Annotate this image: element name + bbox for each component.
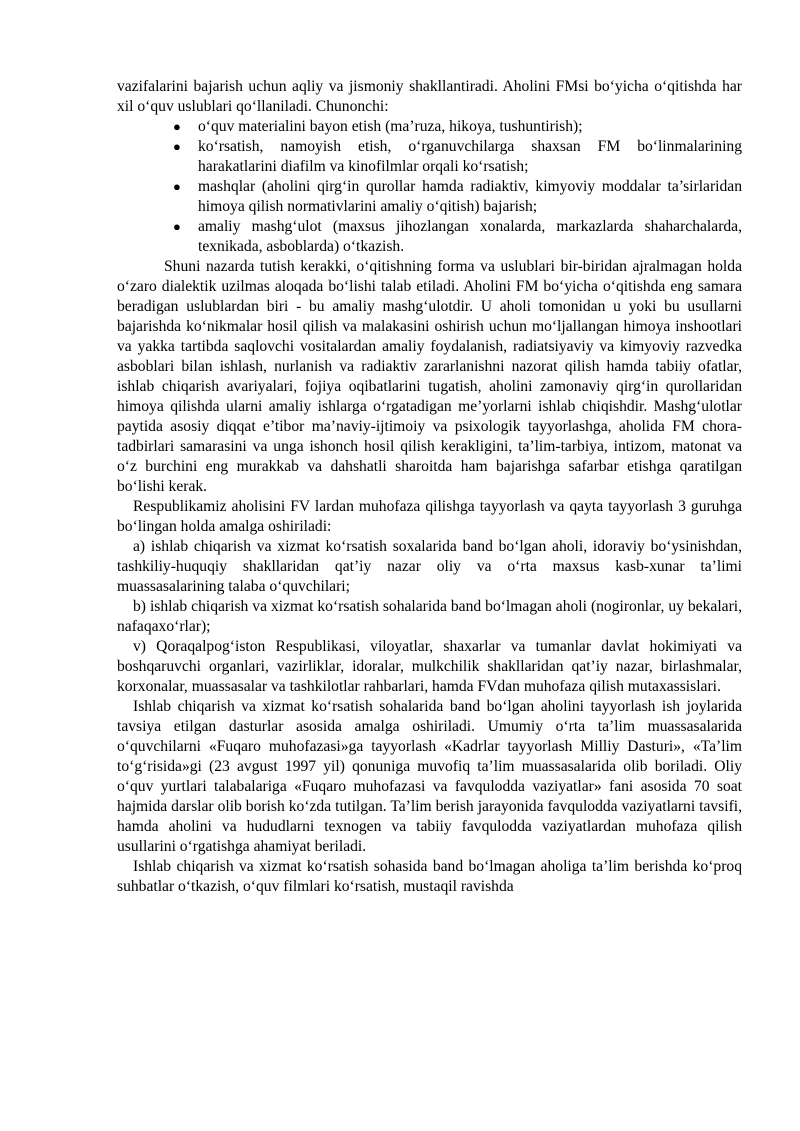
bullet-icon: ● — [173, 179, 181, 194]
group-b-paragraph: b) ishlab chiqarish va xizmat ko‘rsatish sohalarida band bo‘lmagan aholi (nogironlar, uy bekalari, nafaqaxo‘rlar); — [117, 598, 742, 635]
bullet-icon: ● — [173, 119, 181, 134]
intro-paragraph: vazifalarini bajarish uchun aqliy va jismoniy shakllantiradi. Aholini FMsi bo‘yicha o‘qitishda har xil o‘quv uslublari qo‘llaniladi. Chunonchi: — [117, 78, 742, 115]
group-a-paragraph: a) ishlab chiqarish va xizmat ko‘rsatish soxalarida band bo‘lgan aholi, idoraviy bo‘ysinishdan, tashkiliy-huquqiy shakllaridan qat’iy nazar oliy va o‘rta maxsus kasb-xunar ta’limi muassasalarining talaba o‘quvchilari; — [117, 538, 742, 595]
list-item-text: o‘quv materialini bayon etish (ma’ruza, hikoya, tushuntirish); — [198, 118, 583, 135]
body-paragraph: Ishlab chiqarish va xizmat ko‘rsatish sohasida band bo‘lmagan aholiga ta’lim berishda ko‘proq suhbatlar o‘tkazish, o‘quv filmlari ko‘rsatish, mustaqil ravishda — [117, 858, 742, 895]
document-page — [117, 77, 742, 897]
list-item — [173, 117, 742, 137]
list-item — [173, 137, 742, 177]
list-item-text: amaliy mashg‘ulot (maxsus jihozlangan xonalarda, markazlarda shaharchalarda, texnikada, asboblarda) o‘tkazish. — [198, 218, 742, 255]
bullet-icon: ● — [173, 219, 181, 234]
body-paragraph: Shuni nazarda tutish kerakki, o‘qitishning forma va uslublari bir-biridan ajralmagan holda o‘zaro dialektik uzilmas aloqada bo‘lishi talab etiladi. Aholini FM bo‘yicha o‘qitishda eng samara beradigan uslublardan biri - bu amaliy mashg‘ulotdir. U aholi tomonidan u yoki bu usullarni bajarishda ko‘nikmalar hosil qilish va malakasini oshirish uchun mo‘ljallangan himoya inshootlari va yakka tartibda saqlovchi vositalardan amaliy foydalanish, radiatsiyaviy va kimyoviy razvedka asboblari bilan ishlash, nurlanish va radiaktiv zararlanishni nazorat qilish hamda tabiiy ofatlar, ishlab chiqarish avariyalari, fojiya oqibatlarini tugatish, aholini zamonaviy qirg‘in qurollaridan himoya qilishda ularni amaliy ishlarga o‘rgatadigan me’yorlarni ishlab chiqishdir. Mashg‘ulotlar paytida asosiy diqqat e’tibor ma’naviy-ijtimoiy va psixologik tayyorlashga, aholida FM chora-tadbirlari samarasini va unga ishonch hosil qilish kerakligini, ta’lim-tarbiya, intizom, matonat va o‘z burchini eng murakkab va dahshatli sharoitda ham bajarishga safarbar etishga qaratilgan bo‘lishi kerak. — [117, 258, 742, 495]
body-paragraph: Ishlab chiqarish va xizmat ko‘rsatish sohalarida band bo‘lgan aholini tayyorlash ish joylarida tavsiya etilgan dasturlar asosida amalga oshiriladi. Umumiy o‘rta ta’lim muassasalarida o‘quvchilarni «Fuqaro muhofazasi»ga tayyorlash «Kadrlar tayyorlash Milliy Dasturi», «Ta’lim to‘g‘risida»gi (23 avgust 1997 yil) qonuniga muvofiq ta’lim muassasalarida olib boriladi. Oliy o‘quv yurtlari talabalariga «Fuqaro muhofazasi va favqulodda vaziyatlar» fani asosida 70 soat hajmida darslar olib borish ko‘zda tutilgan. Ta’lim berish jarayonida favqulodda vaziyatlarni tavsifi, hamda aholini va hududlarni texnogen va tabiiy favqulodda vaziyatlardan muhofaza qilish usullarini o‘rgatishga ahamiyat beriladi. — [117, 698, 742, 855]
list-item-text: ko‘rsatish, namoyish etish, o‘rganuvchilarga shaxsan FM bo‘linmalarining harakatlarini diafilm va kinofilmlar orqali ko‘rsatish; — [198, 138, 742, 175]
list-item-text: mashqlar (aholini qirg‘in qurollar hamda radiaktiv, kimyoviy moddalar ta’sirlaridan himoya qilish normativlarini amaliy o‘qitish) bajarish; — [198, 178, 742, 215]
group-v-paragraph: v) Qoraqalpog‘iston Respublikasi, viloyatlar, shaxarlar va tumanlar davlat hokimiyati va boshqaruvchi organlari, vazirliklar, idoralar, mulkchilik shakllaridan qat’iy nazar, birlashmalar, korxonalar, muassasalar va tashkilotlar rahbarlari, hamda FVdan muhofaza qilish mutaxassislari. — [117, 638, 742, 695]
method-list — [117, 117, 742, 257]
body-paragraph: Respublikamiz aholisini FV lardan muhofaza qilishga tayyorlash va qayta tayyorlash 3 guruhga bo‘lingan holda amalga oshiriladi: — [117, 498, 742, 535]
bullet-icon: ● — [173, 139, 181, 154]
list-item — [173, 177, 742, 217]
list-item — [173, 217, 742, 257]
